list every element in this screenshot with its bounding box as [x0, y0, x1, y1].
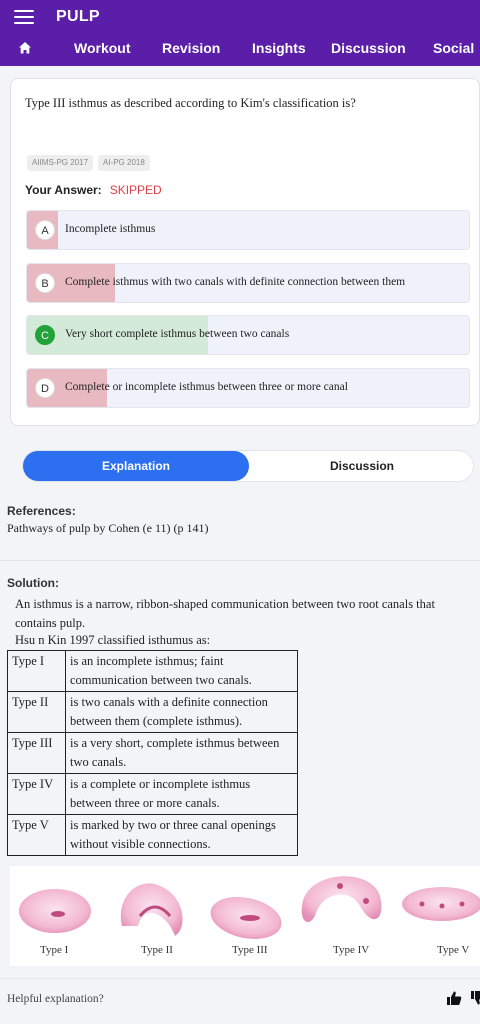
table-cell: is marked by two or three canal openings without visible connections.	[66, 815, 298, 856]
table-cell: Type I	[8, 651, 66, 692]
menu-icon[interactable]	[14, 10, 34, 24]
references-label: References:	[7, 504, 76, 518]
solution-intro-2: Hsu n Kin 1997 classified isthumus as:	[15, 633, 211, 647]
table-row	[8, 774, 298, 815]
your-answer-value: SKIPPED	[109, 183, 162, 197]
tab-discussion[interactable]: Discussion	[331, 40, 406, 56]
divider	[0, 560, 480, 561]
helpful-prompt: Helpful explanation?	[7, 993, 104, 1005]
nav-tabs	[0, 36, 480, 62]
exam-tag: AI-PG 2018	[98, 155, 150, 171]
table-cell: Type III	[8, 733, 66, 774]
table-cell: is two canals with a definite connection between them (complete isthmus).	[66, 692, 298, 733]
isthmus-figure	[10, 866, 480, 966]
references-text: Pathways of pulp by Cohen (e 11) (p 141)	[7, 521, 209, 535]
classification-table	[7, 650, 298, 856]
option-text: Very short complete isthmus between two canals	[65, 328, 290, 340]
option-c[interactable]	[26, 315, 470, 355]
tab-workout[interactable]: Workout	[74, 40, 131, 56]
option-d[interactable]	[26, 368, 470, 408]
tab-explanation[interactable]: Explanation	[23, 451, 249, 481]
exam-tag: AIIMS-PG 2017	[27, 155, 93, 171]
figure-label: Type II	[141, 944, 173, 956]
canal-mark	[460, 902, 465, 907]
table-cell: Type V	[8, 815, 66, 856]
thumbs-down-icon[interactable]	[470, 990, 480, 1006]
table-cell: is a complete or incomplete isthmus between three or more canals.	[66, 774, 298, 815]
divider	[0, 978, 480, 979]
your-answer-label: Your Answer:	[25, 183, 102, 197]
table-row	[8, 815, 298, 856]
canal-mark	[363, 898, 369, 904]
table-cell: Type II	[8, 692, 66, 733]
table-cell: Type IV	[8, 774, 66, 815]
canal-mark	[51, 911, 65, 917]
tab-social[interactable]: Social	[433, 40, 475, 56]
table-row	[8, 692, 298, 733]
figure-label: Type IV	[333, 944, 370, 956]
option-text: Complete or incomplete isthmus between three or more canal	[65, 381, 348, 393]
table-cell: is an incomplete isthmus; faint communication between two canals.	[66, 651, 298, 692]
option-letter: C	[35, 325, 55, 345]
question-text: Type III isthmus as described according to Kim's classification is?	[25, 96, 356, 110]
app-title: PULP	[56, 8, 100, 25]
table-cell: is a very short, complete isthmus between two canals.	[66, 733, 298, 774]
figure-label: Type I	[40, 944, 69, 956]
isthmus-type-1-shape	[19, 889, 91, 933]
canal-mark	[420, 902, 425, 907]
app-bar	[0, 0, 480, 66]
option-text: Incomplete isthmus	[65, 223, 156, 235]
explanation-discussion-toggle	[22, 450, 474, 482]
canal-mark	[337, 883, 343, 889]
your-answer	[25, 183, 162, 197]
tab-revision[interactable]: Revision	[162, 40, 221, 56]
tab-discussion-segment[interactable]: Discussion	[329, 459, 395, 473]
table-row	[8, 733, 298, 774]
figure-label: Type V	[437, 944, 470, 956]
solution-label: Solution:	[7, 576, 59, 590]
question-card	[10, 78, 480, 426]
canal-mark	[240, 915, 260, 921]
option-a[interactable]	[26, 210, 470, 250]
canal-mark	[440, 904, 445, 909]
tab-insights[interactable]: Insights	[252, 40, 306, 56]
table-row	[8, 651, 298, 692]
option-b[interactable]	[26, 263, 470, 303]
thumbs-up-icon[interactable]	[446, 990, 462, 1006]
home-icon[interactable]	[18, 41, 32, 55]
isthmus-type-4-shape	[302, 876, 382, 922]
isthmus-type-2-shape	[121, 883, 183, 936]
option-text: Complete isthmus with two canals with definite connection between them	[65, 276, 406, 288]
option-letter: B	[35, 273, 55, 293]
solution-intro: An isthmus is a narrow, ribbon-shaped communication between two root canals that contains pulp.	[15, 597, 435, 630]
option-letter: A	[35, 220, 55, 240]
figure-label: Type III	[232, 944, 268, 956]
option-letter: D	[35, 378, 55, 398]
